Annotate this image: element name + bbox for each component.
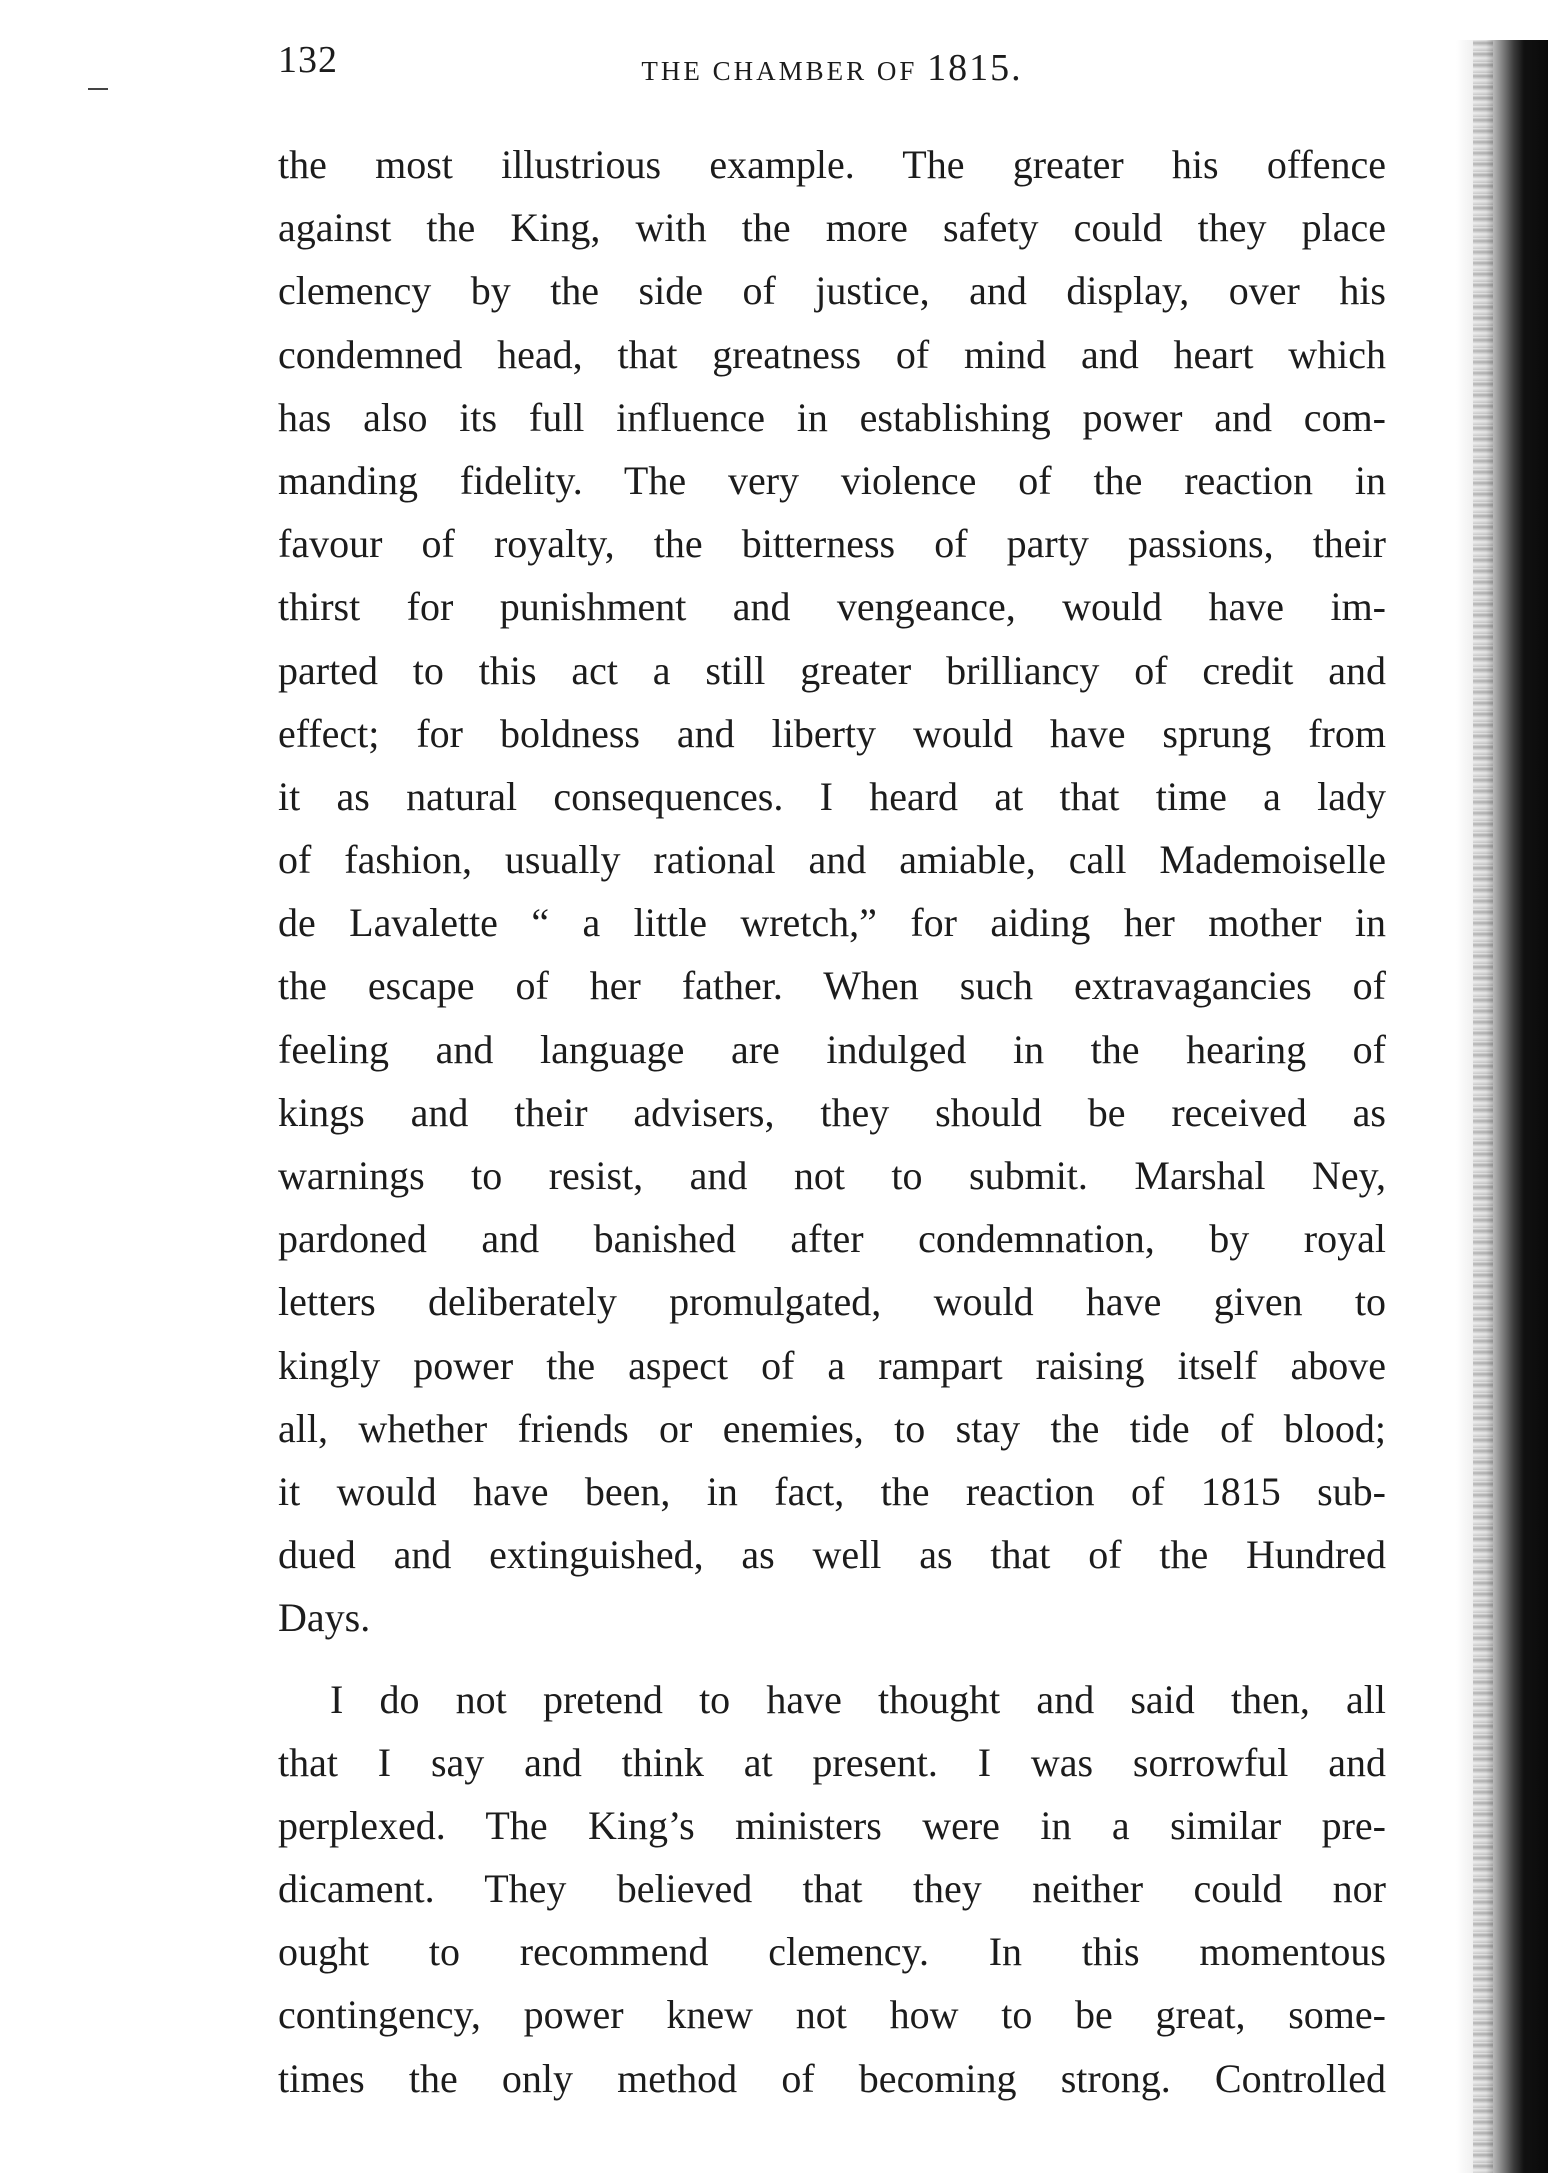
text-line: of fashion, usually rational and amiable, call Mademoiselle	[278, 837, 1386, 883]
text-line: Days.	[278, 1595, 371, 1641]
text-line: I do not pretend to have thought and said then, all	[330, 1676, 1386, 1722]
binding-edge	[1456, 40, 1548, 2173]
text-line: has also its full influence in establishing power and com-	[278, 394, 1386, 440]
running-head	[278, 46, 1386, 90]
running-head-text: THE CHAMBER OF	[641, 56, 918, 86]
text-line: that I say and think at present. I was sorrowful and	[278, 1739, 1386, 1785]
text-line: feeling and language are indulged in the hearing of	[278, 1026, 1386, 1072]
paragraph-2	[278, 1668, 1386, 2110]
running-head-year: 1815.	[927, 47, 1023, 89]
text-line: the most illustrious example. The greater his offence	[278, 142, 1386, 187]
text-line: manding fidelity. The very violence of the reaction in	[278, 457, 1386, 503]
text-line: thirst for punishment and vengeance, would have im-	[278, 584, 1386, 630]
text-line: it as natural consequences. I heard at that time a lady	[278, 773, 1386, 819]
page-number: 132	[278, 39, 338, 81]
text-line: against the King, with the more safety could they place	[278, 205, 1386, 251]
text-line: perplexed. The King’s ministers were in a similar pre-	[278, 1802, 1386, 1848]
text-line: it would have been, in fact, the reaction of 1815 sub-	[278, 1468, 1386, 1514]
text-line: clemency by the side of justice, and display, over his	[278, 268, 1386, 314]
binding-shadow	[1473, 40, 1493, 2173]
text-line: the escape of her father. When such extravagancies of	[278, 963, 1386, 1009]
text-line: dicament. They believed that they neither could nor	[278, 1866, 1386, 1912]
text-line: favour of royalty, the bitterness of party passions, their	[278, 521, 1386, 567]
text-line: ought to recommend clemency. In this momentous	[278, 1929, 1386, 1975]
paragraph-1	[278, 133, 1386, 1650]
text-line: pardoned and banished after condemnation, by royal	[278, 1216, 1386, 1262]
text-line: dued and extinguished, as well as that of the Hundred	[278, 1532, 1386, 1578]
text-line: all, whether friends or enemies, to stay the tide of blood;	[278, 1405, 1386, 1451]
text-line: parted to this act a still greater brilliancy of credit and	[278, 647, 1386, 693]
text-line: condemned head, that greatness of mind and heart which	[278, 331, 1386, 377]
text-line: kingly power the aspect of a rampart raising itself above	[278, 1342, 1386, 1388]
paragraph-gap	[278, 1650, 1386, 1668]
text-line: letters deliberately promulgated, would have given to	[278, 1279, 1386, 1325]
text-line: kings and their advisers, they should be received as	[278, 1089, 1386, 1135]
page-header	[278, 38, 1386, 98]
text-line: effect; for boldness and liberty would have sprung from	[278, 710, 1386, 756]
body-text	[278, 133, 1386, 2110]
margin-mark	[88, 88, 108, 90]
text-line: times the only method of becoming strong. Controlled	[278, 2055, 1386, 2101]
text-line: contingency, power knew not how to be great, some-	[278, 1992, 1386, 2038]
text-line: de Lavalette “ a little wretch,” for aiding her mother in	[278, 900, 1386, 946]
text-line: warnings to resist, and not to submit. Marshal Ney,	[278, 1153, 1386, 1198]
